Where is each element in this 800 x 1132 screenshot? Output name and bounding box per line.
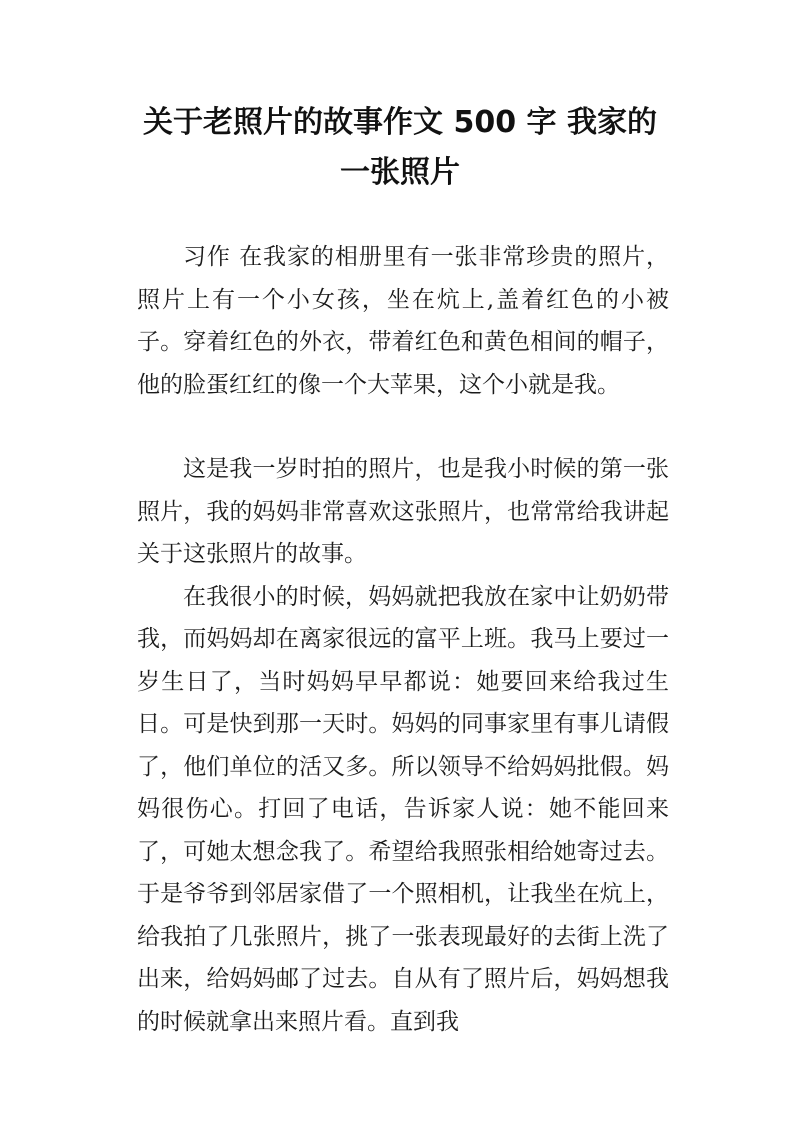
paragraph-1: 习作 在我家的相册里有一张非常珍贵的照片，照片上有一个小女孩，坐在炕上,盖着红色的小被子。穿着红色的外衣，带着红色和黄色相间的帽子，他的脸蛋红红的像一个大苹果，这个小就是我。 xyxy=(137,244,669,398)
paragraph-3: 在我很小的时候，妈妈就把我放在家中让奶奶带我，而妈妈却在离家很远的富平上班。我马上要过一岁生日了，当时妈妈早早都说：她要回来给我过生日。可是快到那一天时。妈妈的同事家里有事儿请假了，他们单位的活又多。所以领导不给妈妈批假。妈妈很伤心。打回了电话，告诉家人说：她不能回来了，可她太想念我了。希望给我照张相给她寄过去。于是爷爷到邻居家借了一个照相机，让我坐在炕上，给我拍了几张照片，挑了一张表现最好的去街上洗了出来，给妈妈邮了过去。自从有了照片后，妈妈想我的时候就拿出来照片看。直到我 xyxy=(137,583,669,1035)
title-line-2: 一张照片 xyxy=(340,155,460,190)
title-line-1: 关于老照片的故事作文 500 字 我家的 xyxy=(143,105,657,140)
page-title xyxy=(110,98,690,198)
paragraph-2: 这是我一岁时拍的照片，也是我小时候的第一张照片，我的妈妈非常喜欢这张照片，也常常给我讲起关于这张照片的故事。 xyxy=(137,456,669,567)
article-body xyxy=(137,236,669,1043)
